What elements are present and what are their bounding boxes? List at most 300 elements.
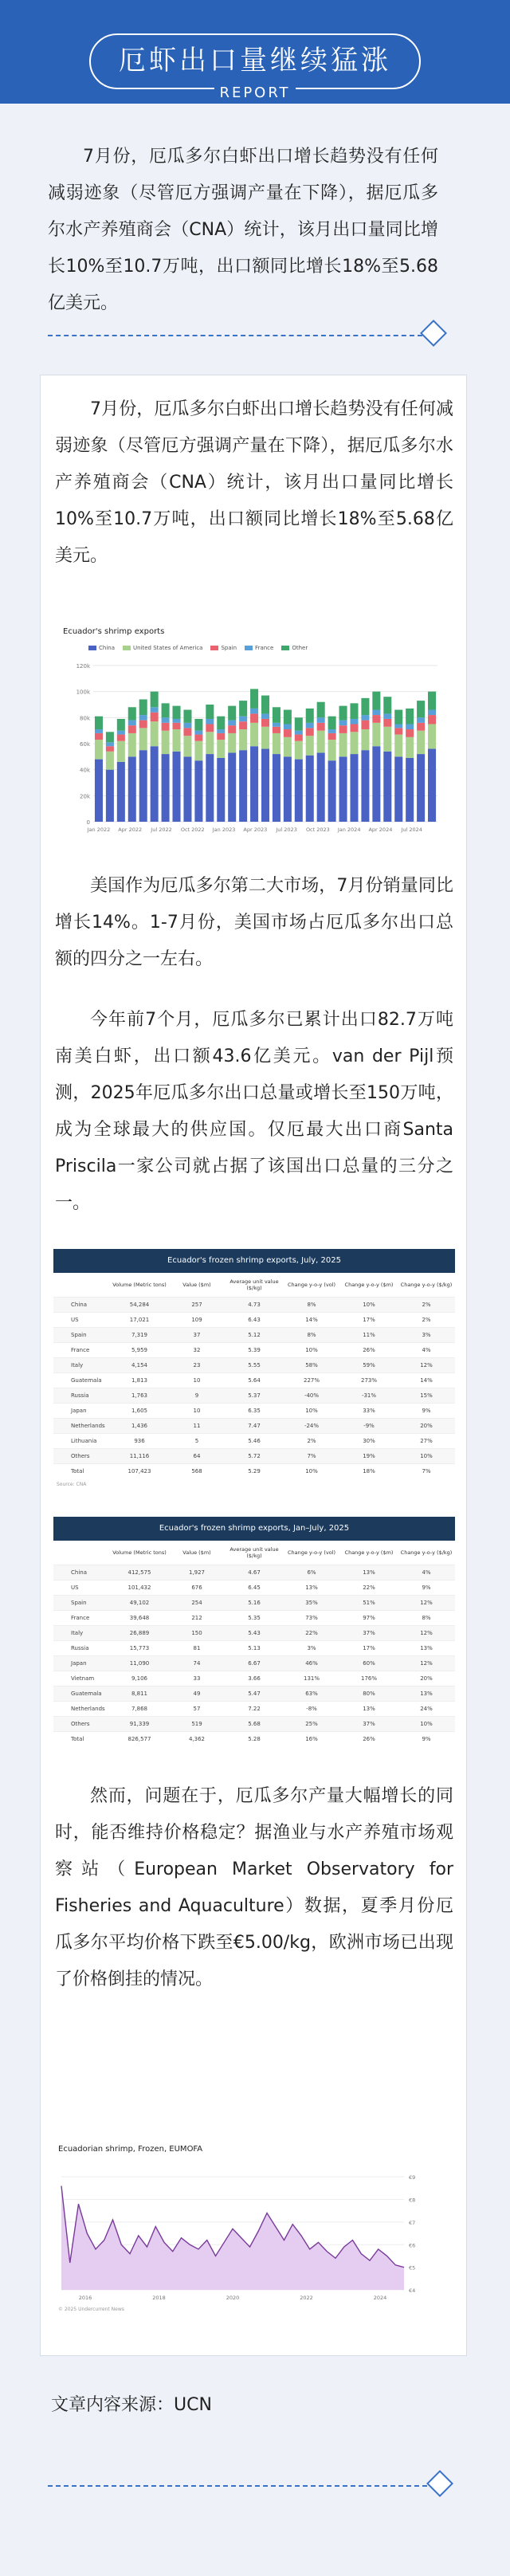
- intro-paragraph: 7月份，厄瓜多尔白虾出口增长趋势没有任何减弱迹象（尽管厄方强调产量在下降），据厄瓜多尔水产养殖商会（CNA）统计，该月出口量同比增长10%至10.7万吨，出口额同比增长18%至5.68亿美元。: [48, 147, 438, 313]
- table-cell: 5.16: [226, 1596, 283, 1611]
- x-tick-label: Apr 2023: [243, 827, 268, 833]
- bar-segment: [151, 707, 159, 713]
- table-cell: 51%: [340, 1596, 398, 1611]
- table-cell: 676: [168, 1581, 226, 1596]
- bar-segment: [172, 752, 180, 822]
- bar-segment: [162, 731, 170, 754]
- bar-segment: [95, 733, 103, 740]
- table-cell: 12%: [398, 1626, 455, 1641]
- bar-segment: [417, 723, 425, 731]
- table-cell: 5.28: [226, 1732, 283, 1747]
- table-cell: 13%: [398, 1641, 455, 1656]
- table-cell: -8%: [283, 1702, 340, 1717]
- table-cell: 60%: [340, 1656, 398, 1671]
- bar-segment: [250, 723, 258, 746]
- bar-segment: [328, 760, 336, 822]
- bar-segment: [151, 746, 159, 822]
- bar-segment: [383, 713, 391, 719]
- table-row: [53, 1656, 455, 1671]
- table-cell: Russia: [53, 1388, 111, 1404]
- bar-segment: [372, 723, 380, 746]
- x-tick-label: Apr 2022: [118, 827, 143, 833]
- legend-item: Spain: [210, 645, 237, 651]
- table-row: [53, 1611, 455, 1626]
- bar-segment: [406, 758, 414, 822]
- bar-segment: [151, 713, 159, 721]
- bar-segment: [194, 731, 202, 735]
- bar-segment: [328, 740, 336, 760]
- table-source: Source: CNA: [57, 1482, 87, 1487]
- bar-segment: [250, 746, 258, 822]
- chart-copyright: © 2025 Undercurrent News: [58, 2307, 124, 2312]
- bar-segment: [239, 701, 247, 717]
- table-cell: Vietnam: [53, 1671, 111, 1687]
- bar-segment: [217, 758, 225, 822]
- bar-segment: [128, 733, 136, 756]
- bar-segment: [162, 717, 170, 723]
- bar-segment: [261, 719, 269, 727]
- bar-segment: [162, 723, 170, 731]
- table-cell: 19%: [340, 1449, 398, 1464]
- table-cell: -24%: [283, 1419, 340, 1434]
- bar-segment: [406, 737, 414, 758]
- table-cell: 2%: [398, 1298, 455, 1313]
- bar-segment: [206, 719, 214, 724]
- table-cell: 3%: [398, 1328, 455, 1343]
- bar-segment: [250, 689, 258, 709]
- table-cell: Others: [53, 1717, 111, 1732]
- bar-segment: [428, 724, 436, 749]
- table-cell: 9%: [398, 1732, 455, 1747]
- bar-segment: [394, 735, 402, 757]
- table-row: [53, 1388, 455, 1404]
- article-paragraph-1: 7月份，厄瓜多尔白虾出口增长趋势没有任何减弱迹象（尽管厄方强调产量在下降），据厄瓜多尔水产养殖商会（CNA）统计，该月出口量同比增长10%至10.7万吨，出口额同比增长18%至5.68亿美元。: [55, 399, 453, 566]
- bar-segment: [361, 750, 369, 822]
- table-title: Ecuador's frozen shrimp exports, July, 2025: [53, 1249, 455, 1273]
- bar-segment: [295, 717, 303, 730]
- table-cell: 14%: [398, 1373, 455, 1388]
- bar-segment: [383, 719, 391, 727]
- table-cell: 74: [168, 1656, 226, 1671]
- table-cell: Japan: [53, 1656, 111, 1671]
- table-cell: 27%: [398, 1434, 455, 1449]
- x-tick-label: 2022: [300, 2295, 313, 2301]
- column-header: Change y-o-y ($/kg): [400, 1282, 453, 1288]
- bar-segment: [350, 703, 358, 719]
- table-cell: 8%: [398, 1611, 455, 1626]
- page-title: 厄虾出口量继续猛涨: [119, 45, 391, 77]
- bar-segment: [295, 735, 303, 741]
- exports-janjuly-table: [53, 1517, 455, 1746]
- table-cell: 25%: [283, 1717, 340, 1732]
- table-cell: 7%: [283, 1449, 340, 1464]
- bar-segment: [95, 717, 103, 729]
- y-tick-label: €7: [409, 2219, 416, 2226]
- bar-segment: [228, 725, 236, 733]
- table-cell: 2%: [398, 1313, 455, 1328]
- table-cell: 3.66: [226, 1671, 283, 1687]
- column-header: Change y-o-y ($/kg): [400, 1549, 453, 1556]
- bar-segment: [250, 713, 258, 722]
- bar-segment: [172, 729, 180, 752]
- table-row: [53, 1298, 455, 1313]
- bar-segment: [228, 706, 236, 721]
- bar-segment: [117, 719, 125, 731]
- bar-segment: [228, 752, 236, 822]
- table-cell: France: [53, 1343, 111, 1358]
- bar-segment: [206, 732, 214, 754]
- bar-segment: [106, 770, 114, 822]
- bar-segment: [406, 729, 414, 737]
- bar-segment: [361, 721, 369, 729]
- legend-item: Other: [281, 645, 308, 651]
- table-cell: 26%: [340, 1732, 398, 1747]
- y-tick-label: 60k: [80, 741, 90, 748]
- table-cell: 2%: [283, 1434, 340, 1449]
- column-header: Value ($m): [182, 1282, 211, 1288]
- divider: [48, 2485, 427, 2487]
- eumofa-price-chart: [53, 2143, 452, 2312]
- bar-segment: [339, 721, 347, 726]
- table-cell: 5.47: [226, 1687, 283, 1702]
- bar-segment: [273, 723, 280, 727]
- bar-segment: [139, 728, 147, 750]
- table-cell: 49: [168, 1687, 226, 1702]
- table-cell: 63%: [283, 1687, 340, 1702]
- bar-segment: [172, 719, 180, 723]
- y-tick-label: €4: [409, 2287, 416, 2294]
- chart-plot: [53, 2154, 452, 2311]
- bar-segment: [350, 724, 358, 732]
- bar-segment: [183, 756, 191, 822]
- y-tick-label: €6: [409, 2242, 416, 2249]
- bar-segment: [273, 733, 280, 754]
- table-cell: 16%: [283, 1732, 340, 1747]
- table-cell: Spain: [53, 1596, 111, 1611]
- x-tick-label: 2020: [226, 2295, 240, 2301]
- table-cell: Netherlands: [53, 1419, 111, 1434]
- y-tick-label: 120k: [76, 663, 90, 670]
- bar-segment: [284, 724, 292, 730]
- bar-segment: [172, 706, 180, 719]
- bar-segment: [117, 762, 125, 822]
- table-cell: Russia: [53, 1641, 111, 1656]
- table-cell: 12%: [398, 1656, 455, 1671]
- table-cell: 4,362: [168, 1732, 226, 1747]
- x-tick-label: Jan 2022: [87, 827, 111, 833]
- bar-segment: [317, 723, 325, 731]
- bar-segment: [317, 731, 325, 753]
- bar-segment: [117, 731, 125, 735]
- diamond-icon: [420, 320, 447, 347]
- table-cell: 15%: [398, 1388, 455, 1404]
- column-header: Volume (Metric tons): [112, 1549, 167, 1556]
- table-cell: 5: [168, 1434, 226, 1449]
- table-cell: 13%: [340, 1702, 398, 1717]
- bar-segment: [273, 727, 280, 733]
- x-tick-label: Jan 2024: [337, 827, 361, 833]
- bar-segment: [394, 728, 402, 734]
- bar-segment: [350, 719, 358, 724]
- table-cell: 9,106: [111, 1671, 168, 1687]
- exports-july-table: [53, 1249, 455, 1487]
- bar-segment: [194, 760, 202, 822]
- table-cell: 81: [168, 1641, 226, 1656]
- table-row: [53, 1328, 455, 1343]
- bar-segment: [217, 733, 225, 740]
- table-cell: -31%: [340, 1388, 398, 1404]
- table-cell: 131%: [283, 1671, 340, 1687]
- table-cell: 17%: [340, 1641, 398, 1656]
- bar-segment: [383, 752, 391, 822]
- bar-segment: [273, 754, 280, 822]
- table-cell: 7.47: [226, 1419, 283, 1434]
- bar-segment: [128, 725, 136, 733]
- table-cell: 18%: [340, 1464, 398, 1479]
- bar-segment: [95, 740, 103, 760]
- table-cell: 17%: [340, 1313, 398, 1328]
- table-cell: 4%: [398, 1343, 455, 1358]
- y-tick-label: 0: [86, 819, 90, 826]
- table-cell: -9%: [340, 1419, 398, 1434]
- bar-segment: [428, 715, 436, 724]
- chart-plot: [58, 645, 449, 844]
- bar-segment: [206, 754, 214, 822]
- table-cell: 37: [168, 1328, 226, 1343]
- column-header: Value ($m): [182, 1549, 211, 1556]
- table-cell: US: [53, 1581, 111, 1596]
- table-cell: 107,423: [111, 1464, 168, 1479]
- bar-segment: [183, 710, 191, 723]
- column-header: Change y-o-y ($m): [344, 1549, 394, 1556]
- table-cell: 54,284: [111, 1298, 168, 1313]
- table-cell: 33: [168, 1671, 226, 1687]
- table-cell: 1,605: [111, 1404, 168, 1419]
- bar-segment: [328, 717, 336, 729]
- table-cell: 97%: [340, 1611, 398, 1626]
- table-cell: 12%: [398, 1596, 455, 1611]
- table-cell: 10: [168, 1404, 226, 1419]
- bar-segment: [128, 707, 136, 720]
- bar-segment: [284, 737, 292, 757]
- x-tick-label: Jul 2022: [151, 827, 172, 833]
- table-cell: Spain: [53, 1328, 111, 1343]
- bar-segment: [284, 756, 292, 822]
- bar-segment: [217, 740, 225, 758]
- bar-segment: [372, 715, 380, 723]
- table-cell: 109: [168, 1313, 226, 1328]
- column-header: Volume (Metric tons): [112, 1282, 167, 1288]
- bar-segment: [106, 732, 114, 742]
- table-cell: US: [53, 1313, 111, 1328]
- column-header: [53, 1273, 111, 1298]
- bar-segment: [372, 746, 380, 822]
- table-row: [53, 1449, 455, 1464]
- table-cell: Guatemala: [53, 1373, 111, 1388]
- column-header: Change y-o-y ($m): [344, 1282, 394, 1288]
- table-cell: 412,575: [111, 1565, 168, 1581]
- table-cell: 568: [168, 1464, 226, 1479]
- table-cell: 26,889: [111, 1626, 168, 1641]
- table-row: [53, 1671, 455, 1687]
- bar-segment: [306, 736, 314, 756]
- table-row: [53, 1313, 455, 1328]
- bar-segment: [295, 731, 303, 735]
- table-cell: 22%: [340, 1581, 398, 1596]
- table-row: [53, 1419, 455, 1434]
- table-cell: 8,811: [111, 1687, 168, 1702]
- table-row: [53, 1717, 455, 1732]
- bar-segment: [183, 723, 191, 728]
- bar-segment: [95, 760, 103, 822]
- table-cell: 8%: [283, 1328, 340, 1343]
- bar-segment: [106, 752, 114, 770]
- bar-segment: [239, 750, 247, 822]
- bar-segment: [328, 733, 336, 740]
- bar-segment: [284, 710, 292, 724]
- bar-segment: [428, 710, 436, 716]
- bar-segment: [394, 756, 402, 822]
- table-row: [53, 1732, 455, 1747]
- legend-item: China: [88, 645, 115, 651]
- table-cell: 10%: [283, 1343, 340, 1358]
- table-cell: 5.46: [226, 1434, 283, 1449]
- table-cell: 8%: [283, 1298, 340, 1313]
- column-header: Average unit value ($/kg): [230, 1546, 279, 1559]
- bar-segment: [239, 717, 247, 722]
- table-cell: 17,021: [111, 1313, 168, 1328]
- table-cell: 5,959: [111, 1343, 168, 1358]
- report-label: REPORT: [214, 84, 295, 101]
- table-row: [53, 1626, 455, 1641]
- table-cell: 1,813: [111, 1373, 168, 1388]
- bar-segment: [95, 729, 103, 733]
- y-tick-label: €8: [409, 2197, 416, 2204]
- table-cell: 273%: [340, 1373, 398, 1388]
- bar-segment: [117, 735, 125, 741]
- table-cell: 13%: [283, 1581, 340, 1596]
- bar-segment: [228, 721, 236, 726]
- table-row: [53, 1434, 455, 1449]
- table-cell: 5.55: [226, 1358, 283, 1373]
- y-tick-label: €5: [409, 2264, 416, 2272]
- table-cell: 257: [168, 1298, 226, 1313]
- table-cell: 1,763: [111, 1388, 168, 1404]
- article-paragraph-4: 然而，问题在于，厄瓜多尔产量大幅增长的同时，能否维持价格稳定？据渔业与水产养殖市场观察站（European Market Observatory for Fisheries and Aquaculture）数据，夏季月份厄瓜多尔平均价格下跌至€5.00/kg，欧洲市场已出现了价格倒挂的情况。: [55, 1786, 453, 1989]
- bar-segment: [139, 750, 147, 822]
- table-cell: Guatemala: [53, 1687, 111, 1702]
- table-cell: 14%: [283, 1313, 340, 1328]
- bar-segment: [239, 721, 247, 729]
- bar-segment: [217, 717, 225, 729]
- legend-item: United States of America: [123, 645, 202, 651]
- price-area: [61, 2186, 404, 2290]
- bar-segment: [339, 733, 347, 756]
- table-cell: 46%: [283, 1656, 340, 1671]
- bar-segment: [317, 752, 325, 822]
- bar-segment: [394, 710, 402, 724]
- table-cell: 519: [168, 1717, 226, 1732]
- bar-segment: [162, 754, 170, 822]
- bar-segment: [394, 724, 402, 728]
- table-cell: 13%: [340, 1565, 398, 1581]
- table-cell: 5.13: [226, 1641, 283, 1656]
- bar-segment: [372, 692, 380, 710]
- table-cell: 6.43: [226, 1313, 283, 1328]
- table-cell: 11,090: [111, 1656, 168, 1671]
- bar-segment: [383, 727, 391, 752]
- table-cell: 24%: [398, 1702, 455, 1717]
- bar-segment: [317, 717, 325, 723]
- table-cell: 13%: [398, 1687, 455, 1702]
- table-cell: 227%: [283, 1373, 340, 1388]
- table-cell: Italy: [53, 1626, 111, 1641]
- table-cell: 30%: [340, 1434, 398, 1449]
- bar-segment: [350, 732, 358, 754]
- table-cell: 4.67: [226, 1565, 283, 1581]
- bar-segment: [417, 717, 425, 723]
- table-cell: 6.35: [226, 1404, 283, 1419]
- bar-segment: [428, 749, 436, 822]
- bar-segment: [339, 725, 347, 733]
- bar-segment: [194, 719, 202, 731]
- bar-segment: [228, 733, 236, 753]
- table-cell: 73%: [283, 1611, 340, 1626]
- table-cell: 26%: [340, 1343, 398, 1358]
- table-cell: 23: [168, 1358, 226, 1373]
- bar-segment: [261, 713, 269, 719]
- table-cell: 212: [168, 1611, 226, 1626]
- table-cell: 15,773: [111, 1641, 168, 1656]
- y-tick-label: 100k: [76, 689, 90, 696]
- bar-segment: [417, 731, 425, 754]
- bar-segment: [261, 749, 269, 822]
- table-cell: Italy: [53, 1358, 111, 1373]
- table-cell: 4,154: [111, 1358, 168, 1373]
- table-cell: 10%: [398, 1717, 455, 1732]
- table-cell: Lithuania: [53, 1434, 111, 1449]
- bar-segment: [383, 697, 391, 713]
- bar-segment: [162, 703, 170, 717]
- bar-segment: [361, 729, 369, 750]
- table-cell: 11,116: [111, 1449, 168, 1464]
- table-cell: 101,432: [111, 1581, 168, 1596]
- column-header: Average unit value ($/kg): [230, 1278, 279, 1291]
- table-row: [53, 1581, 455, 1596]
- table-cell: China: [53, 1565, 111, 1581]
- table-cell: 5.39: [226, 1343, 283, 1358]
- table-cell: 80%: [340, 1687, 398, 1702]
- bar-segment: [295, 741, 303, 760]
- table-cell: 10: [168, 1373, 226, 1388]
- table-row: [53, 1404, 455, 1419]
- column-header: Change y-o-y (vol): [287, 1549, 336, 1556]
- bar-segment: [206, 705, 214, 719]
- table-cell: 5.43: [226, 1626, 283, 1641]
- table-cell: 4.73: [226, 1298, 283, 1313]
- table-cell: 10%: [340, 1298, 398, 1313]
- table-row: [53, 1343, 455, 1358]
- table-cell: Netherlands: [53, 1702, 111, 1717]
- table-cell: 6.45: [226, 1581, 283, 1596]
- bar-segment: [273, 707, 280, 723]
- bar-segment: [194, 735, 202, 741]
- chart-title: Ecuador's shrimp exports: [63, 627, 165, 636]
- table-cell: 11: [168, 1419, 226, 1434]
- table-cell: 12%: [398, 1358, 455, 1373]
- x-tick-label: Apr 2024: [368, 827, 393, 833]
- table-row: [53, 1641, 455, 1656]
